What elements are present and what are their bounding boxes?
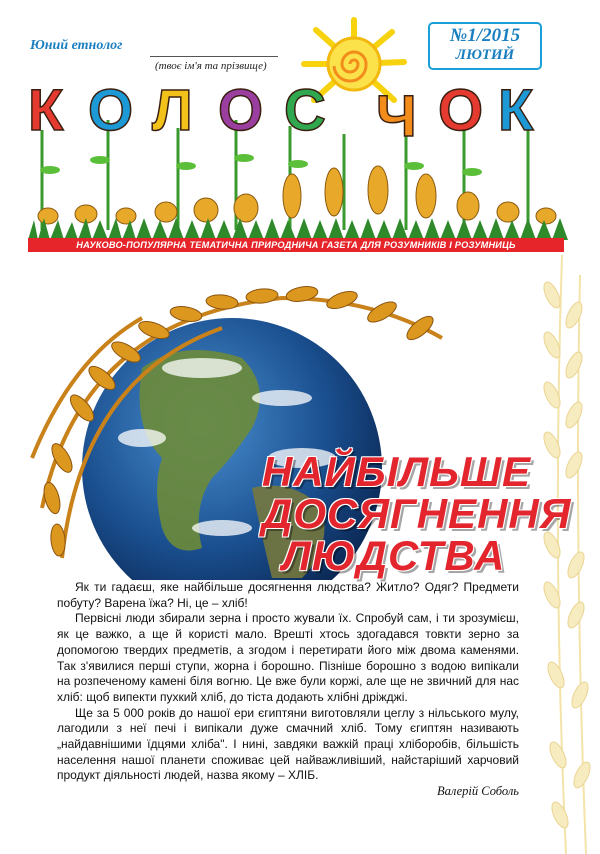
article-paragraph: Первісні люди збирали зерна і просто жували їх. Спробуй сам, і ти зрозумієш, як це важко, а ще й користі мало. Врешті хтось здогадався товкти зерно за допомогою твердих предметів, а згодом і перетирати його між двома каменями. Так з'явилися перші ступи, жорна і борошно. Пізніше борошно з водою випікали на розпеченому камені біля вогню. Це вже були коржі, але ще не звичний для нас хліб: щоб випекти пухкий хліб, до тіста додають хлібні дріжджі. (57, 611, 519, 704)
headline-line-1: НАЙБІЛЬШЕ (262, 448, 531, 495)
article-paragraph: Ще за 5 000 років до нашої ери єгиптяни виготовляли цеглу з нільського мулу, лагодили з неї печі і випікали дуже смачний хліб. Тому єгиптян називають „найдавнішими їдцями хліба". І нині, завдяки важкій праці хліборобів, більшість населення нашої планети споживає цей найважливіший, найстаріший харчовий продукт діяльності людей, назва якому – ХЛІБ. (57, 705, 519, 783)
newspaper-title (28, 70, 568, 150)
young-ethnologist-label: Юний етнолог (30, 38, 123, 53)
title-letter: О (88, 78, 134, 143)
article-author: Валерій Соболь (436, 784, 519, 798)
title-letter: О (218, 78, 264, 143)
title-letter: С (284, 78, 326, 143)
title-letter: Л (152, 78, 193, 143)
issue-number: №1/2015 (449, 25, 521, 46)
article-paragraph: Як ти гадаєш, яке найбільше досягнення людства? Житло? Одяг? Предмети побуту? Варена їжа? Ні, це – хліб! (57, 580, 519, 610)
title-letter: О (438, 78, 484, 143)
headline-line-3: ЛЮДСТВА (282, 532, 506, 579)
name-input-line (150, 56, 278, 57)
title-letter: Ч (376, 84, 417, 149)
tagline: НАУКОВО-ПОПУЛЯРНА ТЕМАТИЧНА ПРИРОДНИЧА ГАЗЕТА ДЛЯ РОЗУМНИКІВ І РОЗУМНИЦЬ (76, 240, 516, 250)
issue-badge (428, 22, 542, 70)
name-hint: (твоє ім'я та прізвище) (155, 60, 267, 72)
wheat-border-decoration (522, 255, 600, 854)
issue-month: ЛЮТИЙ (455, 47, 515, 63)
title-letter: К (28, 78, 64, 143)
article-body (57, 580, 519, 784)
headline-line-2: ДОСЯГНЕННЯ (262, 490, 572, 537)
title-letter: К (498, 78, 534, 143)
